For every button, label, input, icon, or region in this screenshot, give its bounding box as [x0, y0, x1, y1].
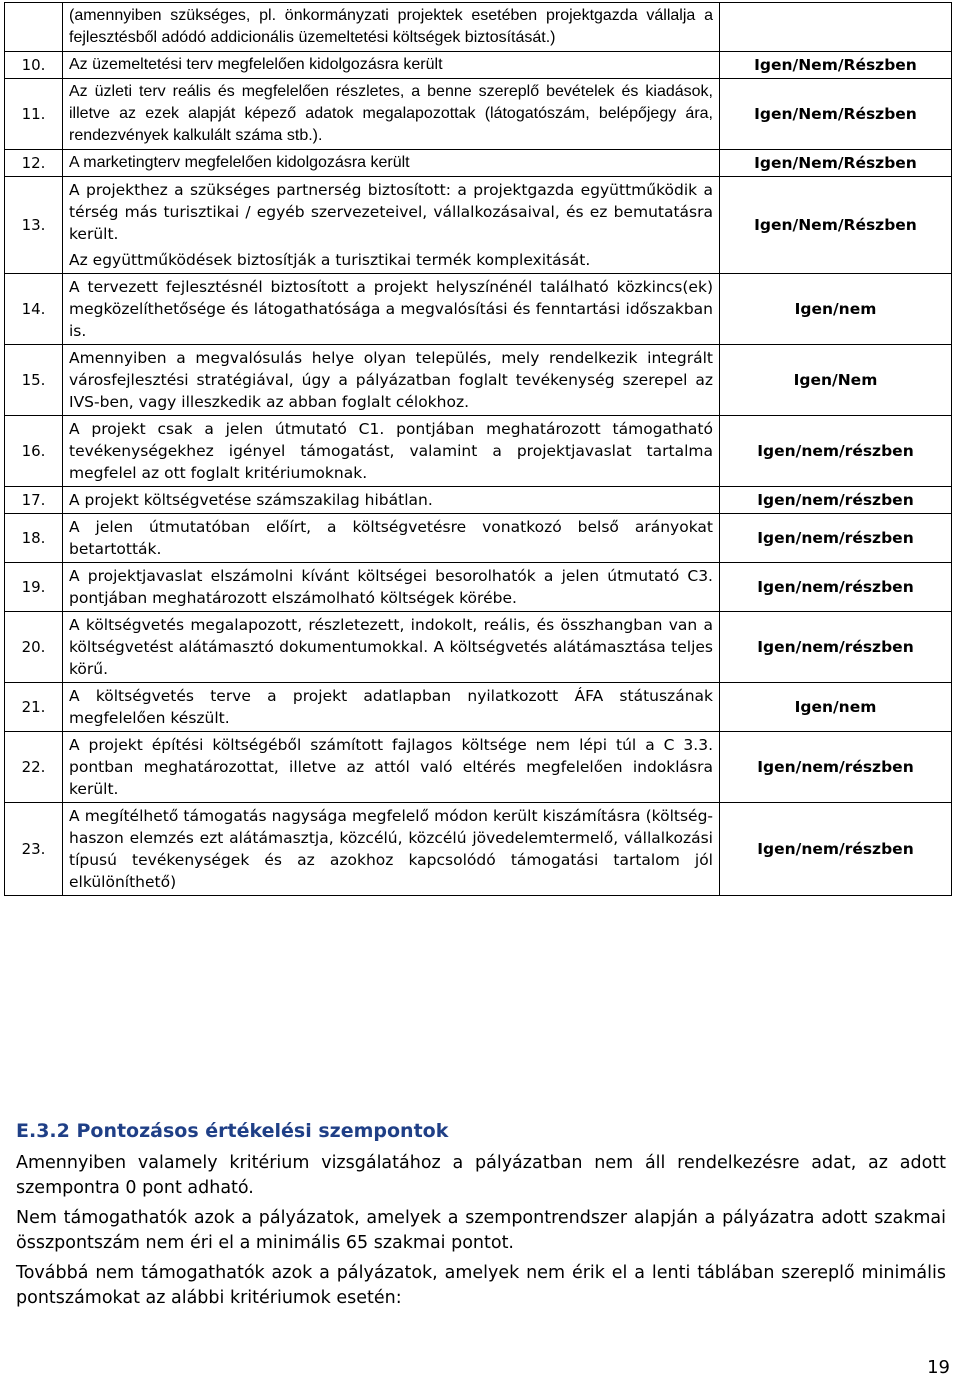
section-title: E.3.2 Pontozásos értékelési szempontok	[16, 1120, 449, 1142]
criterion-text-paragraph: A projekt költségvetése számszakilag hibátlan.	[69, 491, 433, 509]
criterion-answer-options: Igen/nem	[720, 683, 952, 732]
criterion-number: 21.	[5, 683, 63, 732]
criterion-answer-options: Igen/Nem/Részben	[720, 52, 952, 79]
criterion-answer-options: Igen/nem/részben	[720, 416, 952, 487]
criterion-text	[63, 563, 720, 612]
criterion-text-paragraph: A költségvetés terve a projekt adatlapban nyilatkozott ÁFA státuszának megfelelően készült.	[69, 687, 713, 727]
criterion-text	[63, 3, 720, 52]
criterion-number: 11.	[5, 79, 63, 150]
table-row	[5, 514, 952, 563]
table-row	[5, 3, 952, 52]
criterion-text	[63, 274, 720, 345]
criterion-answer-options: Igen/Nem/Részben	[720, 79, 952, 150]
criterion-number: 13.	[5, 177, 63, 274]
table-row	[5, 274, 952, 345]
criterion-text-paragraph: A marketingterv megfelelően kidolgozásra került	[69, 154, 410, 171]
criterion-number: 16.	[5, 416, 63, 487]
criterion-answer-options: Igen/nem/részben	[720, 612, 952, 683]
criterion-text	[63, 52, 720, 79]
criterion-text-paragraph: (amennyiben szükséges, pl. önkormányzati projektek esetében projektgazda vállalja a fejlesztésből adódó addicionális üzemeltetési költségek biztosítását.)	[69, 7, 713, 46]
section-paragraph-2: Nem támogathatók azok a pályázatok, amelyek a szempontrendszer alapján a pályázatra adott szakmai összpontszám nem éri el a minimális 65 szakmai pontot.	[16, 1208, 946, 1253]
table-row	[5, 803, 952, 896]
criterion-number: 23.	[5, 803, 63, 896]
criterion-text	[63, 732, 720, 803]
table-row	[5, 177, 952, 274]
table-row	[5, 732, 952, 803]
criterion-text-paragraph: A jelen útmutatóban előírt, a költségvetésre vonatkozó belső arányokat betartották.	[69, 518, 713, 558]
section-paragraph-3: Továbbá nem támogathatók azok a pályázatok, amelyek nem érik el a lenti táblában szereplő minimális pontszámokat az alábbi kritériumok esetén:	[16, 1263, 946, 1308]
criterion-text-paragraph: A megítélhető támogatás nagysága megfelelő módon került kiszámításra (költség-haszon elemzés ezt alátámasztja, közcélú, közcélú jövedelemtermelő, vállalkozási típusú tevékenységek és az azokhoz kapcsolódó támogatási tartalom jól elkülöníthető)	[69, 807, 713, 891]
table-row	[5, 683, 952, 732]
criterion-number	[5, 3, 63, 52]
table-row	[5, 612, 952, 683]
criterion-text-paragraph: Amennyiben a megvalósulás helye olyan település, mely rendelkezik integrált városfejlesztési stratégiával, úgy a pályázatban foglalt tevékenység szerepel az IVS-ben, vagy illeszkedik az abban foglalt célokhoz.	[69, 349, 713, 411]
criterion-number: 19.	[5, 563, 63, 612]
table-row	[5, 150, 952, 177]
criterion-answer-options: Igen/nem	[720, 274, 952, 345]
criterion-answer-options	[720, 3, 952, 52]
criterion-text	[63, 177, 720, 274]
criterion-text-paragraph: A projekt csak a jelen útmutató C1. pontjában meghatározott támogatható tevékenységekhez igényel támogatást, valamint a projektjavaslat tartalma megfelel az ott foglalt kritériumoknak.	[69, 420, 713, 482]
criterion-text-paragraph: A projekthez a szükséges partnerség biztosított: a projektgazda együttműködik a térség más turisztikai / egyéb szervezeteivel, vállalkozásaival, és ez bemutatásra került.	[69, 181, 713, 243]
criterion-answer-options: Igen/Nem	[720, 345, 952, 416]
criterion-text-paragraph: A projektjavaslat elszámolni kívánt költségei besorolhatók a jelen útmutató C3. pontjában meghatározott elszámolható költségek körébe.	[69, 567, 713, 607]
criterion-answer-options: Igen/nem/részben	[720, 514, 952, 563]
table-row	[5, 416, 952, 487]
criterion-number: 20.	[5, 612, 63, 683]
table-row	[5, 52, 952, 79]
criterion-text	[63, 683, 720, 732]
criterion-text	[63, 803, 720, 896]
criterion-number: 22.	[5, 732, 63, 803]
criterion-text	[63, 150, 720, 177]
criterion-number: 15.	[5, 345, 63, 416]
criterion-text	[63, 416, 720, 487]
criterion-answer-options: Igen/nem/részben	[720, 732, 952, 803]
criterion-answer-options: Igen/nem/részben	[720, 803, 952, 896]
section-paragraph-1: Amennyiben valamely kritérium vizsgálatához a pályázatban nem áll rendelkezésre adat, az adott szempontra 0 pont adható.	[16, 1153, 946, 1198]
criteria-table	[4, 2, 952, 896]
table-row	[5, 487, 952, 514]
criterion-text	[63, 612, 720, 683]
criterion-number: 12.	[5, 150, 63, 177]
criterion-text-paragraph: A tervezett fejlesztésnél biztosított a projekt helyszínénél található közkincs(ek) megközelíthetősége és látogathatósága a megvalósítási és fenntartási időszakban is.	[69, 278, 713, 340]
criterion-text-paragraph: A költségvetés megalapozott, részletezett, indokolt, reális, és összhangban van a költségvetést alátámasztó dokumentumokkal. A költségvetés alátámasztása teljes körű.	[69, 616, 713, 678]
criteria-table-body	[5, 3, 952, 896]
criterion-text-paragraph: Az üzemeltetési terv megfelelően kidolgozásra került	[69, 56, 443, 73]
criterion-text-paragraph: Az együttműködések biztosítják a turisztikai termék komplexitását.	[69, 251, 591, 269]
criterion-text	[63, 514, 720, 563]
criterion-text	[63, 79, 720, 150]
criterion-answer-options: Igen/nem/részben	[720, 487, 952, 514]
criterion-number: 18.	[5, 514, 63, 563]
criterion-number: 14.	[5, 274, 63, 345]
criterion-number: 10.	[5, 52, 63, 79]
table-row	[5, 345, 952, 416]
criterion-number: 17.	[5, 487, 63, 514]
table-row	[5, 79, 952, 150]
page-number: 19	[927, 1357, 950, 1378]
table-row	[5, 563, 952, 612]
criterion-text-paragraph: Az üzleti terv reális és megfelelően részletes, a benne szereplő bevételek és kiadások, illetve az ezek alapját képező adatok megalapozottak (látogatószám, belépőjegy ára, rendezvények kalkulált száma stb.).	[69, 83, 713, 144]
criterion-answer-options: Igen/Nem/Részben	[720, 150, 952, 177]
criterion-text	[63, 345, 720, 416]
criterion-text-paragraph: A projekt építési költségéből számított fajlagos költsége nem lépi túl a C 3.3. pontban meghatározottat, illetve az attól való eltérés megfelelően indoklásra került.	[69, 736, 713, 798]
criterion-text	[63, 487, 720, 514]
criterion-answer-options: Igen/nem/részben	[720, 563, 952, 612]
criterion-answer-options: Igen/Nem/Részben	[720, 177, 952, 274]
